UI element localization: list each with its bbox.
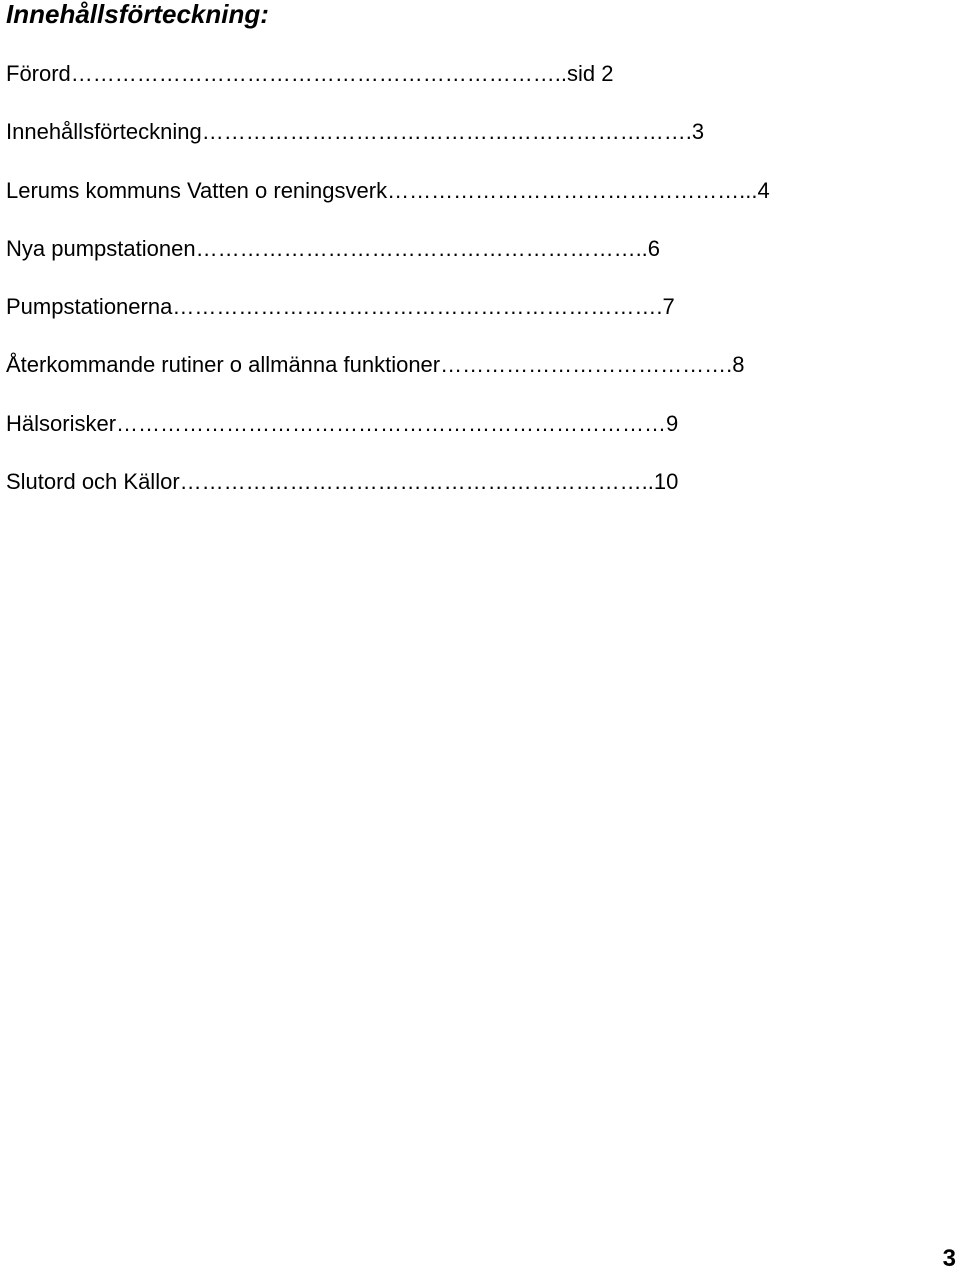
toc-entry-label: Slutord och Källor [6,469,180,495]
toc-entry-page: 6 [647,235,661,261]
toc-entry-label: Pumpstationerna [6,294,173,320]
toc-entry-leader: …………………………………………………………. [201,119,692,145]
toc-entry-innehallsforteckning [6,114,956,172]
toc-entry-page: 4 [757,177,770,203]
toc-entry-leader: …………………………………………... [387,177,758,203]
toc-entry-label: Nya pumpstationen [6,235,196,261]
toc-entry-page: sid 2 [567,61,614,86]
toc-entry-leader: ……………………………………………………….. [179,469,654,495]
toc-entry-page: 10 [653,469,679,495]
toc-entry-forord [6,56,956,114]
toc-entry-vatten-reningsverk [6,173,956,231]
toc-entry-leader: ………………………………………………………………… [116,410,667,436]
toc-entry-label: Innehållsförteckning [6,119,202,145]
toc-entry-label: Hälsorisker [6,410,117,436]
page-number: 3 [942,1245,956,1272]
toc-entry-leader: …………………………………. [440,352,733,378]
toc-title: Innehållsförteckning: [6,0,269,29]
toc-entry-label: Förord [6,61,71,86]
toc-entry-leader: ………………………………………………………….. [70,61,568,86]
toc-list [6,56,956,522]
toc-entry-aterkommande-rutiner [6,347,956,405]
toc-entry-halsorisker [6,406,956,464]
toc-entry-label: Återkommande rutiner o allmänna funktioner [6,352,441,378]
toc-entry-page: 3 [691,119,705,145]
toc-entry-label: Lerums kommuns Vatten o reningsverk [6,177,388,203]
toc-entry-nya-pumpstationen [6,231,956,289]
toc-entry-leader: …………………………………………………………. [172,294,663,320]
toc-entry-leader: …………………………………………………….. [195,235,648,261]
toc-entry-page: 9 [666,410,679,436]
toc-entry-pumpstationerna [6,289,956,347]
toc-entry-slutord-kallor [6,464,956,522]
toc-entry-page: 8 [732,352,745,378]
toc-entry-page: 7 [662,294,675,320]
